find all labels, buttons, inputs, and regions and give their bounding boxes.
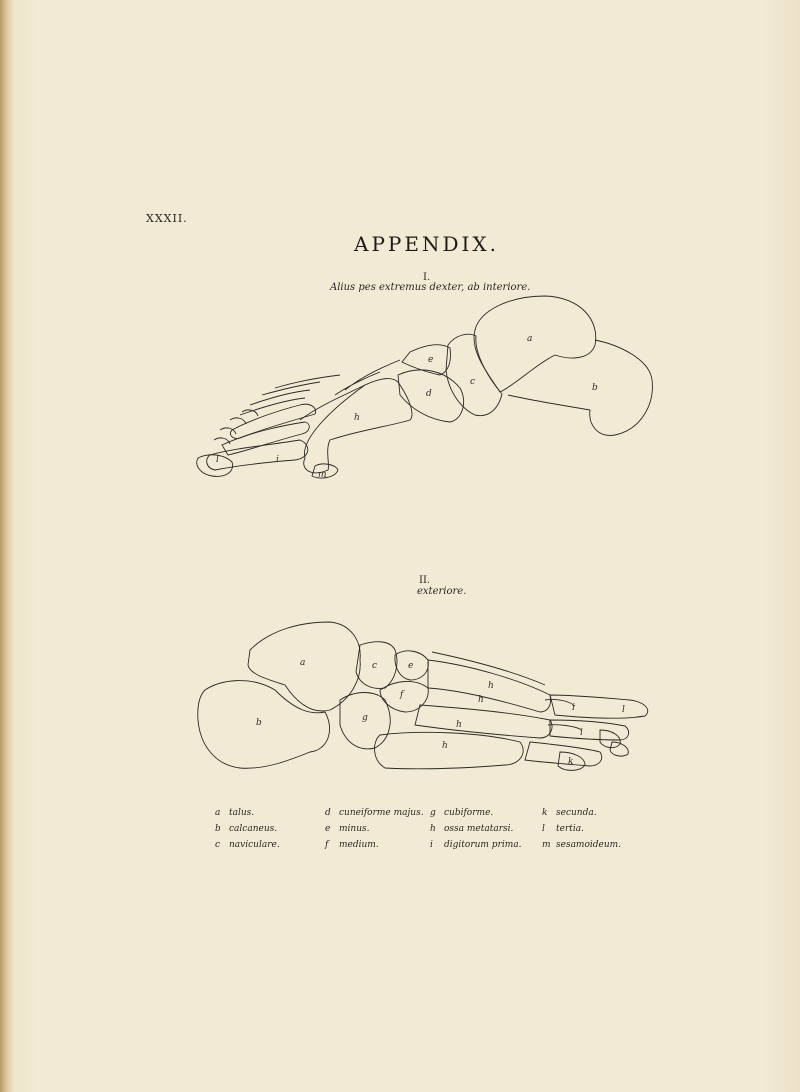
legend-item: k secunda.: [542, 808, 597, 818]
label-e-fig2: e: [408, 661, 414, 671]
label-l-fig2: l: [622, 705, 625, 715]
label-f-fig2: f: [400, 690, 404, 700]
legend-item: c naviculare.: [215, 840, 280, 850]
legend-item: e minus.: [325, 824, 370, 834]
legend-item: h ossa metatarsi.: [430, 824, 514, 834]
label-b-fig2: b: [256, 718, 262, 728]
legend-item: b calcaneus.: [215, 824, 278, 834]
label-h1-fig2: h: [488, 681, 494, 691]
label-g-fig2: g: [362, 713, 368, 723]
legend-column-1: [215, 805, 280, 853]
label-i: i: [276, 455, 279, 465]
label-b: b: [592, 383, 598, 393]
label-i-fig2: i: [572, 703, 575, 713]
figure1-caption: Alius pes extremus dexter, ab interiore.: [330, 282, 531, 293]
legend-item: l tertia.: [542, 824, 584, 834]
label-a-fig2: a: [300, 658, 306, 668]
figure2-number: II.: [419, 575, 431, 586]
legend-column-3: [430, 805, 522, 853]
label-m: m: [318, 470, 327, 480]
legend-item: f medium.: [325, 840, 379, 850]
label-i2-fig2: i: [580, 728, 583, 738]
label-e: e: [428, 355, 434, 365]
plate-number: XXXII.: [146, 212, 188, 225]
label-h2-fig2: h: [478, 695, 484, 705]
legend-item: i digitorum prima.: [430, 840, 522, 850]
label-h: h: [354, 413, 360, 423]
page-title: APPENDIX.: [354, 232, 499, 256]
label-l: l: [216, 455, 219, 465]
label-k-fig2: k: [568, 757, 574, 767]
legend-column-4: [542, 805, 621, 853]
legend-column-2: [325, 805, 424, 853]
figure2-caption: exteriore.: [417, 586, 467, 597]
legend-item: d cuneiforme majus.: [325, 808, 424, 818]
label-c: c: [470, 377, 476, 387]
legend-item: a talus.: [215, 808, 255, 818]
label-a: a: [527, 334, 533, 344]
label-c-fig2: c: [372, 661, 378, 671]
label-h3-fig2: h: [456, 720, 462, 730]
label-h4-fig2: h: [442, 741, 448, 751]
figure1-number: I.: [423, 272, 431, 283]
legend-item: m sesamoideum.: [542, 840, 622, 850]
legend-item: g cubiforme.: [430, 808, 494, 818]
label-d: d: [426, 389, 432, 399]
